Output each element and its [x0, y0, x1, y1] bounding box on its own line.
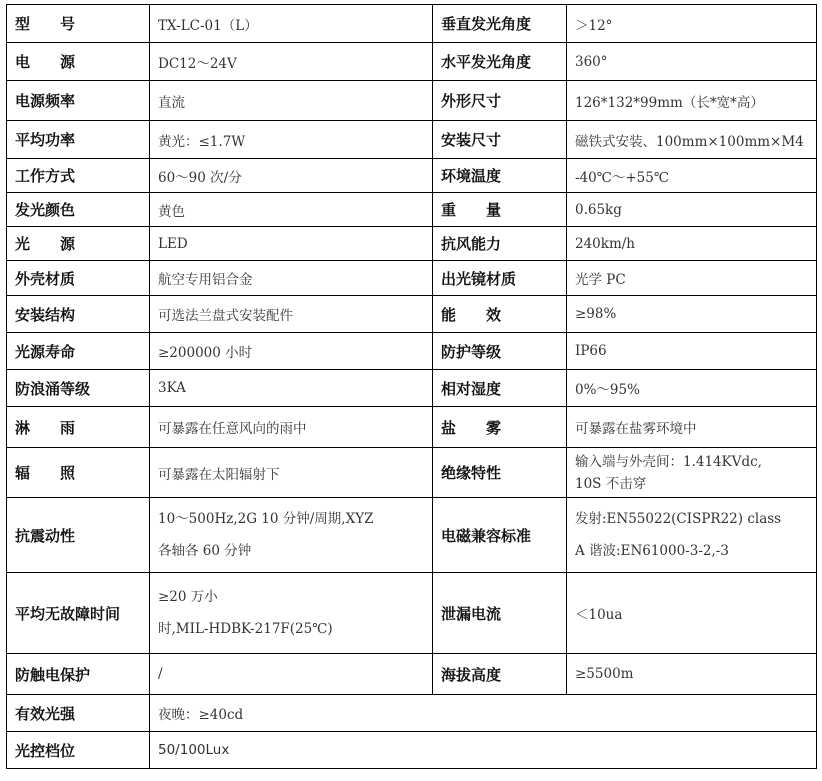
spec-label: 外壳材质	[7, 261, 150, 296]
spec-label: 环境温度	[433, 159, 567, 193]
spec-label: 海拔高度	[433, 654, 567, 695]
spec-value: ≥5500m	[567, 654, 817, 695]
spec-value: 126*132*99mm（长*宽*高）	[567, 81, 817, 121]
spec-value-line: 时,MIL-HDBK-217F(25℃)	[158, 621, 333, 637]
table-row	[7, 121, 817, 159]
spec-label: 水平发光角度	[433, 43, 567, 81]
spec-value-line: 各轴各 60 分钟	[158, 543, 252, 559]
spec-label: 外形尺寸	[433, 81, 567, 121]
spec-label: 光源寿命	[7, 333, 150, 370]
spec-label: 工作方式	[7, 159, 150, 193]
spec-label: 安装结构	[7, 296, 150, 333]
spec-label: 型 号	[7, 5, 150, 43]
table-row	[7, 732, 817, 769]
spec-value-line: 发射:EN55022(CISPR22) class	[575, 511, 782, 527]
spec-value: ≥200000 小时	[150, 333, 433, 370]
spec-value: 直流	[150, 81, 433, 121]
spec-label: 能 效	[433, 296, 567, 333]
spec-value-line: 10～500Hz,2G 10 分钟/周期,XYZ	[158, 511, 374, 527]
spec-value	[150, 498, 433, 573]
spec-value: 可暴露在太阳辐射下	[150, 448, 433, 498]
spec-label: 防浪涌等级	[7, 370, 150, 407]
spec-label: 平均无故障时间	[7, 573, 150, 654]
table-row	[7, 654, 817, 695]
spec-value: ≥98%	[567, 296, 817, 333]
spec-value: 50/100Lux	[150, 732, 817, 769]
spec-value: 0.65kg	[567, 193, 817, 227]
spec-label: 平均功率	[7, 121, 150, 159]
table-row	[7, 296, 817, 333]
spec-value: -40℃～+55℃	[567, 159, 817, 193]
spec-label: 垂直发光角度	[433, 5, 567, 43]
spec-value-line: A 谐波:EN61000-3-2,-3	[575, 543, 729, 559]
spec-label: 防护等级	[433, 333, 567, 370]
table-row	[7, 261, 817, 296]
spec-value: 航空专用铝合金	[150, 261, 433, 296]
spec-value	[150, 573, 433, 654]
table-row	[7, 227, 817, 261]
spec-value-line: ≥20 万小	[158, 589, 218, 605]
spec-value: IP66	[567, 333, 817, 370]
spec-value: 3KA	[150, 370, 433, 407]
spec-label: 相对湿度	[433, 370, 567, 407]
spec-label: 重 量	[433, 193, 567, 227]
table-row	[7, 159, 817, 193]
spec-value: 0%～95%	[567, 370, 817, 407]
spec-label: 辐 照	[7, 448, 150, 498]
table-row	[7, 407, 817, 448]
spec-label: 淋 雨	[7, 407, 150, 448]
spec-label: 光 源	[7, 227, 150, 261]
spec-value: 360°	[567, 43, 817, 81]
spec-value: 可选法兰盘式安装配件	[150, 296, 433, 333]
table-row	[7, 5, 817, 43]
spec-value: 黄色	[150, 193, 433, 227]
spec-label: 出光镜材质	[433, 261, 567, 296]
spec-label: 电 源	[7, 43, 150, 81]
table-row	[7, 695, 817, 732]
spec-value: DC12～24V	[150, 43, 433, 81]
spec-value: 可暴露在盐雾环境中	[567, 407, 817, 448]
spec-value-line: 输入端与外壳间：1.414KVdc,	[575, 453, 762, 470]
spec-value	[567, 448, 817, 498]
spec-value: TX-LC-01（L）	[150, 5, 433, 43]
spec-value: LED	[150, 227, 433, 261]
spec-value: ＞12°	[567, 5, 817, 43]
spec-value: 磁铁式安装、100mm×100mm×M4	[567, 121, 817, 159]
spec-value-line: 10S 不击穿	[575, 475, 647, 492]
spec-label: 电磁兼容标准	[433, 498, 567, 573]
spec-label: 安装尺寸	[433, 121, 567, 159]
spec-value: ＜10ua	[567, 573, 817, 654]
spec-label: 发光颜色	[7, 193, 150, 227]
table-row	[7, 81, 817, 121]
spec-value: 光学 PC	[567, 261, 817, 296]
spec-label: 抗风能力	[433, 227, 567, 261]
spec-value: 可暴露在任意风向的雨中	[150, 407, 433, 448]
spec-label: 电源频率	[7, 81, 150, 121]
spec-label: 有效光强	[7, 695, 150, 732]
spec-value: 60～90 次/分	[150, 159, 433, 193]
table-row	[7, 193, 817, 227]
spec-table	[6, 4, 817, 769]
spec-value: 240km/h	[567, 227, 817, 261]
spec-value	[567, 498, 817, 573]
table-row	[7, 498, 817, 573]
spec-value: /	[150, 654, 433, 695]
spec-label: 盐 雾	[433, 407, 567, 448]
table-row	[7, 573, 817, 654]
spec-value: 黄光：≤1.7W	[150, 121, 433, 159]
table-row	[7, 448, 817, 498]
table-row	[7, 43, 817, 81]
spec-label: 防触电保护	[7, 654, 150, 695]
table-row	[7, 333, 817, 370]
spec-label: 绝缘特性	[433, 448, 567, 498]
spec-label: 光控档位	[7, 732, 150, 769]
table-row	[7, 370, 817, 407]
spec-label: 泄漏电流	[433, 573, 567, 654]
spec-value: 夜晚：≥40cd	[150, 695, 817, 732]
spec-label: 抗震动性	[7, 498, 150, 573]
